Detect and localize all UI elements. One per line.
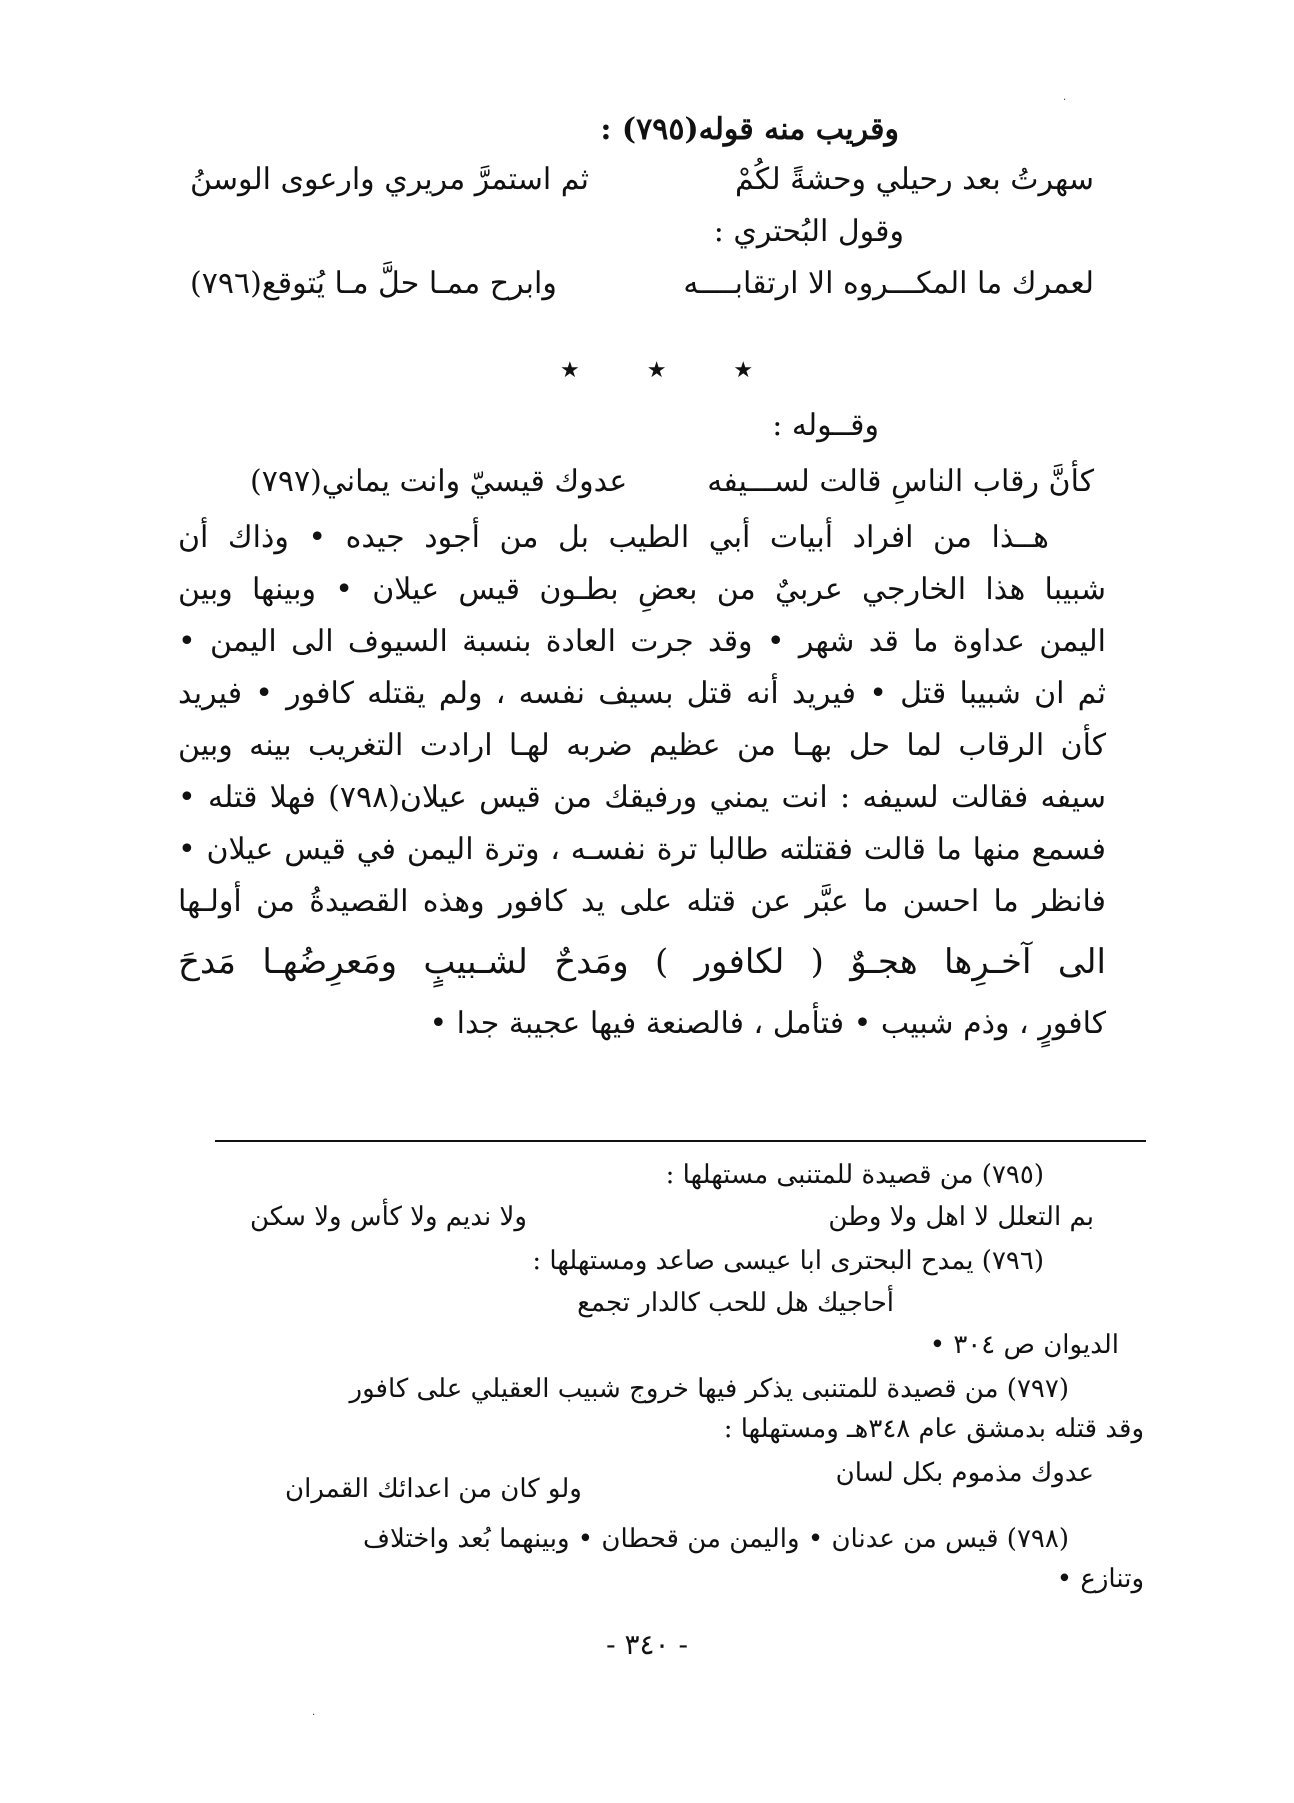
footnote-797-continued: وقد قتله بدمشق عام ٣٤٨هـ ومستهلها : [723, 1414, 1144, 1444]
verse-1 [190, 158, 1094, 202]
verse-3-first-hemistich: كأنَّ رقاب الناسِ قالت لســـيفه [707, 464, 1094, 499]
verse-2 [190, 262, 1094, 306]
verse-2-second-hemistich: وابرح ممـا حلَّ مـا يُتوقع(٧٩٦) [190, 266, 557, 301]
footnote-796-source: الديوان ص ٣٠٤ • [929, 1330, 1119, 1360]
footnote-798-continued: وتنازع • [1056, 1564, 1144, 1594]
footnote-796: (٧٩٦) يمدح البحترى ابا عيسى صاعد ومستهلها : [532, 1246, 1044, 1276]
paragraph-line: سيفه فقالت لسيفه : انت يمني ورفيقك من قيس عيلان(٧٩٨) فهلا قتله • [178, 780, 1106, 815]
paragraph-line: فانظر ما احسن ما عبَّر عن قتله على يد كافور وهذه القصيدةُ من أولـها [178, 884, 1107, 919]
verse-2-first-hemistich: لعمرك ما المكـــروه الا ارتقابــــه [683, 266, 1094, 301]
footnote-797-verse-second: ولو كان من اعدائك القمران [285, 1474, 582, 1504]
page-number: - ٣٤٠ - [606, 1628, 688, 1661]
footnote-796-verse: أحاجيك هل للحب كالدار تجمع [577, 1288, 894, 1318]
scan-speck: · [1063, 95, 1067, 106]
verse-1-second-hemistich: ثم استمرَّ مريري وارعوى الوسنُ [190, 162, 590, 197]
verse-3-second-hemistich: عدوك قيسيّ وانت يماني(٧٩٧) [250, 464, 628, 499]
paragraph-line: شبيبا هذا الخارجي عربيٌ من بعضِ بطـون قيس عيلان • وبينها وبين [178, 572, 1106, 607]
buhturi-intro: وقول البُحتري : [713, 214, 904, 249]
footnote-798: (٧٩٨) قيس من عدنان • واليمن من قحطان • وبينهما بُعد واختلاف [363, 1524, 1069, 1554]
footnote-797-verse-first: عدوك مذموم بكل لسان [835, 1458, 1094, 1488]
paragraph-line: اليمن عداوة ما قد شهر • وقد جرت العادة بنسبة السيوف الى اليمن • [178, 624, 1106, 659]
footnote-divider [215, 1140, 1146, 1142]
footnote-795-verse [250, 1200, 1094, 1236]
paragraph-line: كأن الرقاب لما حل بهـا من عظيم ضربه لهـا ارادت التغريب بينه وبين [178, 728, 1106, 763]
verse-1-first-hemistich: سهرتُ بعد رحيلي وحشةً لكُمْ [734, 162, 1094, 197]
paragraph-line: فسمع منها ما قالت فقتلته طالبا ترة نفسـه ، وترة اليمن في قيس عيلان • [178, 832, 1106, 867]
paragraph-line: الى آخـرِها هجـوٌ ( لكافور ) ومَدحٌ لشـبيبٍ ومَعرِضُهـا مَدحَ [178, 942, 1106, 982]
footnote-795-verse-second: ولا نديم ولا كأس ولا سكن [250, 1202, 527, 1232]
footnote-797: (٧٩٧) من قصيدة للمتنبى يذكر فيها خروج شبيب العقيلي على كافور [349, 1374, 1069, 1404]
footnote-797-verse [285, 1456, 1094, 1504]
section-heading: وقــوله : [772, 408, 879, 443]
footnote-795: (٧٩٥) من قصيدة للمتنبى مستهلها : [665, 1160, 1044, 1190]
paragraph-line: ثم ان شبيبا قتل • فيريد أنه قتل بسيف نفسه ، ولم يقتله كافور • فيريد [178, 676, 1106, 711]
section-separator-stars: ★ ★ ★ [560, 358, 784, 383]
paragraph-line: كافورٍ ، وذم شبيب • فتأمل ، فالصنعة فيها عجيبة جدا • [429, 1006, 1106, 1041]
paragraph-line: هــذا من افراد أبيات أبي الطيب بل من أجود جيده • وذاك أن [178, 520, 1049, 555]
intro-line: وقريب منه قوله(٧٩٥) : [600, 112, 899, 147]
verse-3 [190, 460, 1094, 504]
scan-speck: · [312, 1710, 316, 1721]
footnote-795-verse-first: بم التعلل لا اهل ولا وطن [828, 1202, 1094, 1232]
